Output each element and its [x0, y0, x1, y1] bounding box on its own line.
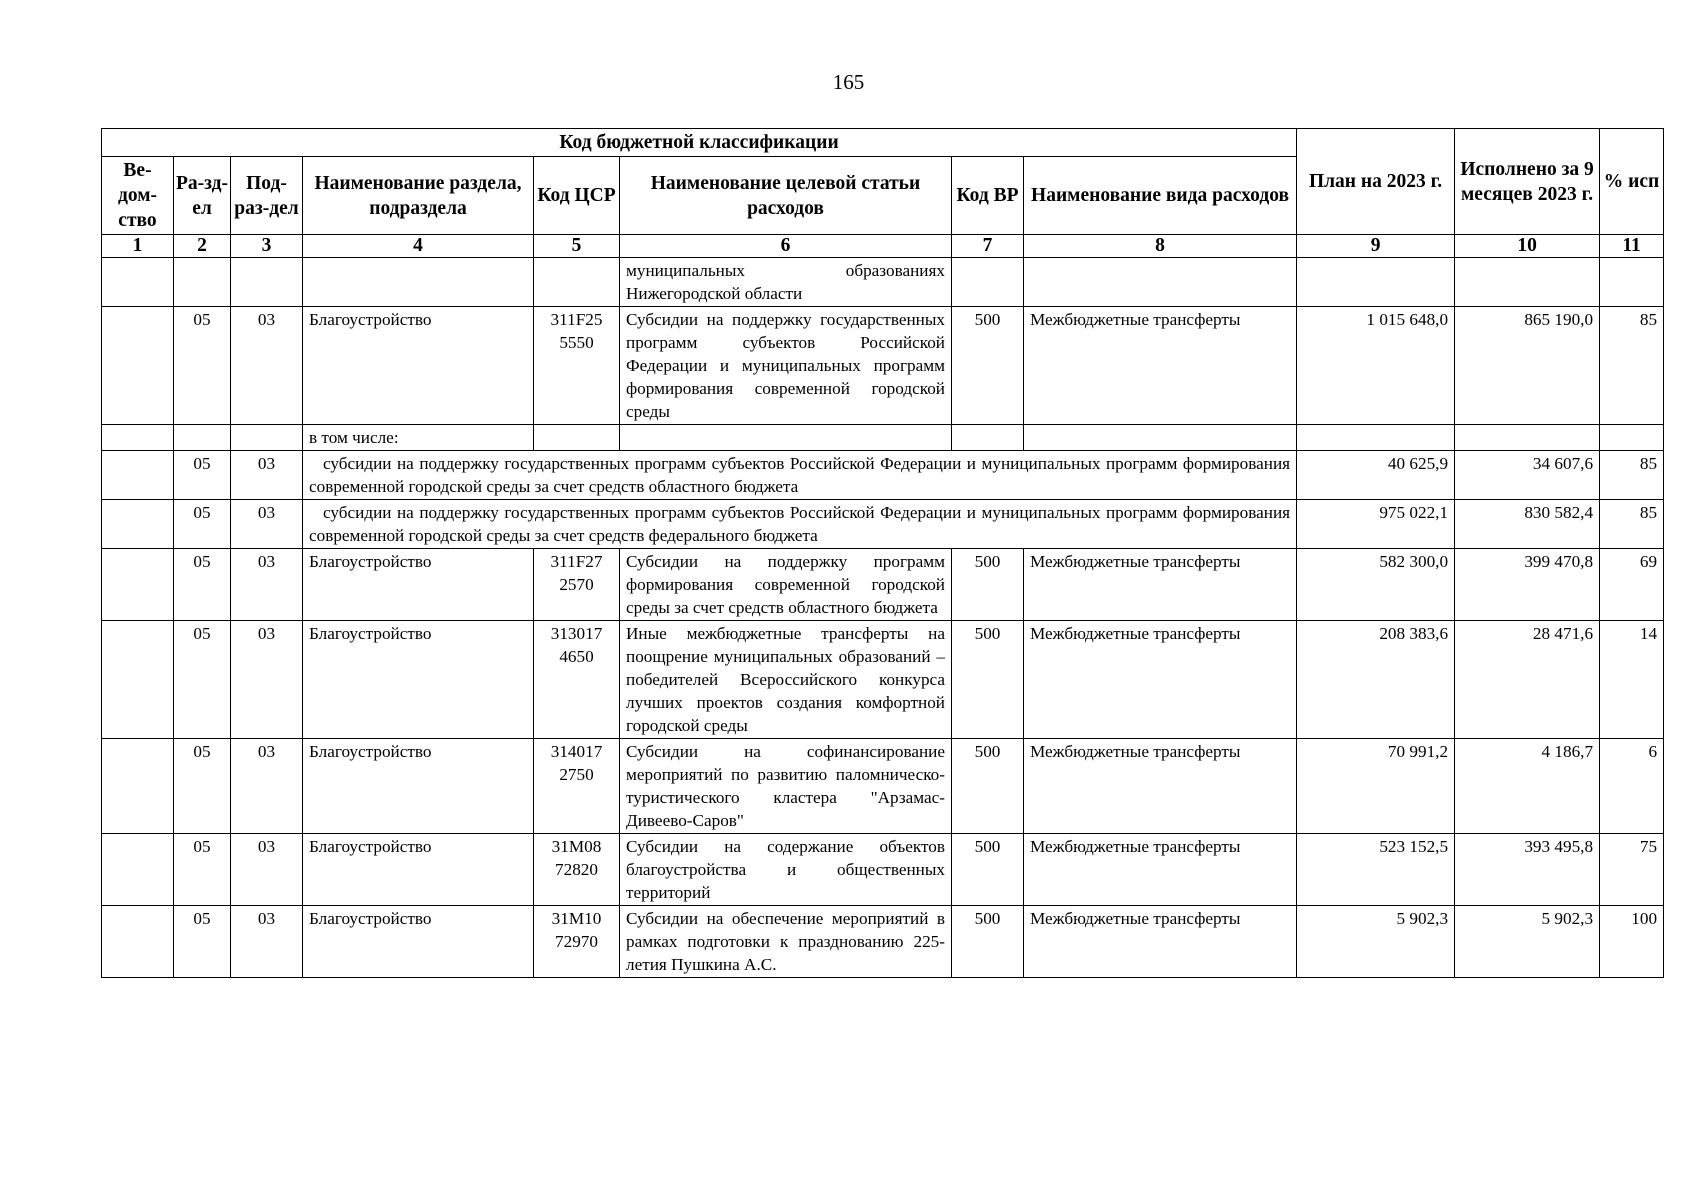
- header-executed: Исполнено за 9 месяцев 2023 г.: [1455, 129, 1600, 235]
- cell-podrazdel: 03: [231, 739, 303, 834]
- header-target-name: Наименование целевой статьи расходов: [620, 157, 952, 235]
- cell-executed: 4 186,7: [1455, 739, 1600, 834]
- table-row: [102, 307, 1664, 425]
- cell-razdel-name: Благоустройство: [303, 307, 534, 425]
- cell-percent: 85: [1600, 307, 1664, 425]
- cell-plan: [1297, 258, 1455, 307]
- cell-vr-name: Межбюджетные трансферты: [1024, 906, 1297, 978]
- cell-executed: 5 902,3: [1455, 906, 1600, 978]
- column-number: 10: [1455, 235, 1600, 258]
- cell-percent: 85: [1600, 451, 1664, 500]
- cell-vedomstvo: [102, 549, 174, 621]
- cell-podrazdel: 03: [231, 549, 303, 621]
- cell-executed: [1455, 258, 1600, 307]
- cell-plan: 1 015 648,0: [1297, 307, 1455, 425]
- cell-wide-text: субсидии на поддержку государственных программ субъектов Российской Федерации и муниципальных программ формирования современной городской среды за счет средств областного бюджета: [303, 451, 1297, 500]
- cell-percent: [1600, 258, 1664, 307]
- cell-executed: 28 471,6: [1455, 621, 1600, 739]
- cell-csr: 313017 4650: [534, 621, 620, 739]
- column-number: 9: [1297, 235, 1455, 258]
- header-podrazdel: Под-раз-дел: [231, 157, 303, 235]
- header-vedomstvo: Ве-дом-ство: [102, 157, 174, 235]
- cell-razdel: 05: [174, 621, 231, 739]
- cell-podrazdel: 03: [231, 500, 303, 549]
- page-number: 165: [832, 70, 865, 94]
- cell-vedomstvo: [102, 621, 174, 739]
- column-number: 3: [231, 235, 303, 258]
- cell-vr-name: Межбюджетные трансферты: [1024, 834, 1297, 906]
- header-csr: Код ЦСР: [534, 157, 620, 235]
- cell-razdel: 05: [174, 451, 231, 500]
- cell-razdel: 05: [174, 307, 231, 425]
- cell-vedomstvo: [102, 906, 174, 978]
- cell-vr: 500: [952, 739, 1024, 834]
- cell-target-name: муниципальных образованиях Нижегородской области: [620, 258, 952, 307]
- cell-razdel-name: Благоустройство: [303, 621, 534, 739]
- cell-vr-name: Межбюджетные трансферты: [1024, 549, 1297, 621]
- table-row: [102, 739, 1664, 834]
- header-vr-name: Наименование вида расходов: [1024, 157, 1297, 235]
- column-number: 1: [102, 235, 174, 258]
- cell-target-name: Субсидии на содержание объектов благоустройства и общественных территорий: [620, 834, 952, 906]
- cell-target-name: Субсидии на поддержку программ формирования современной городской среды за счет средств областного бюджета: [620, 549, 952, 621]
- column-number: 8: [1024, 235, 1297, 258]
- header-vr: Код ВР: [952, 157, 1024, 235]
- column-number: 4: [303, 235, 534, 258]
- cell-note: в том числе:: [303, 425, 534, 451]
- cell-percent: 100: [1600, 906, 1664, 978]
- table-row: [102, 258, 1664, 307]
- cell-percent: 75: [1600, 834, 1664, 906]
- table-row: [102, 834, 1664, 906]
- cell-target-name: Иные межбюджетные трансферты на поощрение муниципальных образований – победителей Всероссийского конкурса лучших проектов создания комфортной городской среды: [620, 621, 952, 739]
- cell-vedomstvo: [102, 258, 174, 307]
- cell-target-name: Субсидии на обеспечение мероприятий в рамках подготовки к празднованию 225-летия Пушкина А.С.: [620, 906, 952, 978]
- header-plan: План на 2023 г.: [1297, 129, 1455, 235]
- cell-podrazdel: 03: [231, 451, 303, 500]
- column-number: 2: [174, 235, 231, 258]
- cell-podrazdel: 03: [231, 834, 303, 906]
- cell-plan: 5 902,3: [1297, 906, 1455, 978]
- cell-executed: 34 607,6: [1455, 451, 1600, 500]
- column-number: 11: [1600, 235, 1664, 258]
- table-row-subitem: [102, 451, 1664, 500]
- cell-csr: 311F27 2570: [534, 549, 620, 621]
- cell-csr: [534, 258, 620, 307]
- cell-percent: 69: [1600, 549, 1664, 621]
- cell-podrazdel: 03: [231, 307, 303, 425]
- table-row-subitem: [102, 500, 1664, 549]
- cell-razdel: 05: [174, 549, 231, 621]
- cell-target-name: Субсидии на поддержку государственных программ субъектов Российской Федерации и муниципальных программ формирования современной городской среды: [620, 307, 952, 425]
- cell-plan: 70 991,2: [1297, 739, 1455, 834]
- cell-executed: 393 495,8: [1455, 834, 1600, 906]
- budget-table: [101, 128, 1664, 978]
- cell-podrazdel: [231, 258, 303, 307]
- cell-vr: 500: [952, 549, 1024, 621]
- cell-csr: 31М08 72820: [534, 834, 620, 906]
- cell-wide-text: субсидии на поддержку государственных программ субъектов Российской Федерации и муниципальных программ формирования современной городской среды за счет средств федерального бюджета: [303, 500, 1297, 549]
- cell-razdel-name: Благоустройство: [303, 739, 534, 834]
- table-row-note: [102, 425, 1664, 451]
- cell-podrazdel: 03: [231, 621, 303, 739]
- cell-percent: 6: [1600, 739, 1664, 834]
- column-number: 5: [534, 235, 620, 258]
- table-row: [102, 906, 1664, 978]
- column-number-row: [102, 235, 1664, 258]
- cell-plan: 523 152,5: [1297, 834, 1455, 906]
- cell-razdel: 05: [174, 834, 231, 906]
- cell-executed: 399 470,8: [1455, 549, 1600, 621]
- header-razdel: Ра-зд-ел: [174, 157, 231, 235]
- cell-podrazdel: 03: [231, 906, 303, 978]
- cell-vr: [952, 258, 1024, 307]
- cell-plan: 975 022,1: [1297, 500, 1455, 549]
- table-row: [102, 621, 1664, 739]
- cell-plan: 208 383,6: [1297, 621, 1455, 739]
- cell-vr-name: [1024, 258, 1297, 307]
- cell-executed: 830 582,4: [1455, 500, 1600, 549]
- cell-razdel: 05: [174, 906, 231, 978]
- cell-vr-name: Межбюджетные трансферты: [1024, 621, 1297, 739]
- header-razdel-name: Наименование раздела, подраздела: [303, 157, 534, 235]
- cell-vr: 500: [952, 906, 1024, 978]
- header-percent: % исп: [1600, 129, 1664, 235]
- cell-razdel-name: Благоустройство: [303, 906, 534, 978]
- cell-percent: 85: [1600, 500, 1664, 549]
- cell-razdel-name: [303, 258, 534, 307]
- cell-csr: 31М10 72970: [534, 906, 620, 978]
- cell-vr: 500: [952, 307, 1024, 425]
- cell-razdel: 05: [174, 739, 231, 834]
- cell-percent: 14: [1600, 621, 1664, 739]
- cell-razdel: 05: [174, 500, 231, 549]
- cell-vr-name: Межбюджетные трансферты: [1024, 739, 1297, 834]
- cell-vedomstvo: [102, 834, 174, 906]
- cell-plan: 582 300,0: [1297, 549, 1455, 621]
- column-number: 7: [952, 235, 1024, 258]
- column-number: 6: [620, 235, 952, 258]
- cell-csr: 314017 2750: [534, 739, 620, 834]
- cell-executed: 865 190,0: [1455, 307, 1600, 425]
- cell-vr-name: Межбюджетные трансферты: [1024, 307, 1297, 425]
- cell-vr: 500: [952, 621, 1024, 739]
- cell-vr: 500: [952, 834, 1024, 906]
- cell-razdel-name: Благоустройство: [303, 834, 534, 906]
- cell-target-name: Субсидии на софинансирование мероприятий по развитию паломническо-туристического кластера "Арзамас-Дивеево-Саров": [620, 739, 952, 834]
- cell-plan: 40 625,9: [1297, 451, 1455, 500]
- cell-csr: 311F25 5550: [534, 307, 620, 425]
- cell-vedomstvo: [102, 739, 174, 834]
- cell-razdel: [174, 258, 231, 307]
- cell-razdel-name: Благоустройство: [303, 549, 534, 621]
- table-row: [102, 549, 1664, 621]
- header-group-title: Код бюджетной классификации: [102, 129, 1297, 157]
- header-row-group: [102, 129, 1664, 157]
- cell-vedomstvo: [102, 307, 174, 425]
